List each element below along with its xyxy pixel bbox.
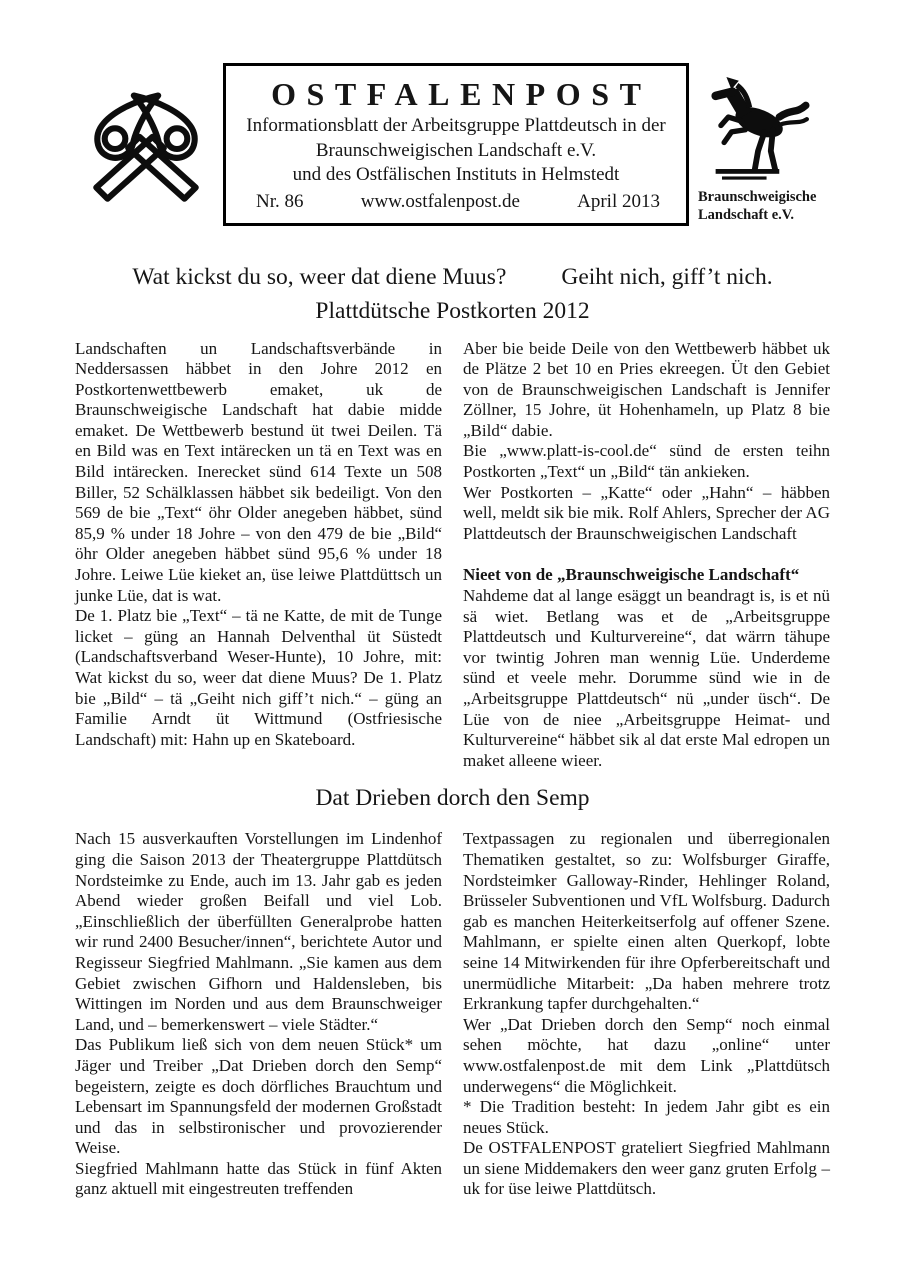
article1-headline-left: Wat kickst du so, weer dat diene Muus? xyxy=(132,263,507,290)
paragraph: * Die Tradition besteht: In jedem Jahr gibt es ein neues Stück. xyxy=(463,1097,830,1137)
issue-number: Nr. 86 xyxy=(256,190,304,212)
horse-caption-line-2: Landschaft e.V. xyxy=(698,207,795,223)
paragraph: Bie „www.platt-is-cool.de“ sünd de ersten teihn Postkorten „Text“ un „Bild“ tän ankieken. xyxy=(463,441,830,482)
article-postkorten xyxy=(75,263,830,772)
horse-logo-caption xyxy=(698,188,830,224)
website-url: www.ostfalenpost.de xyxy=(360,190,520,212)
issue-row xyxy=(226,188,686,213)
subtitle-line-1: Informationsblatt der Arbeitsgruppe Plattdeutsch in der xyxy=(246,115,666,136)
article1-right-column xyxy=(463,339,830,772)
paragraph: Textpassagen zu regionalen und überregionalen Thematiken gestaltet, so zu: Wolfsburger Giraffe, Nordsteimker Galloway-Rinder, Hehlinger Roland, Brüsseler Subventionen und VfL Wolfsburg. Dadurch gab es manchen Heiterkeitserfolg auf offener Szene. Mahlmann, er spielte einen alten Querkopf, lobte seine 14 Mitwirkenden für ihre Opferbereitschaft und unermüdliche Mitarbeit: „Da haben mehrere trotz Erkrankung tapfer durchgehalten.“ xyxy=(463,829,830,1014)
paragraph: Wer „Dat Drieben dorch den Semp“ noch einmal sehen möchte, hat dazu „online“ unter www.ostfalenpost.de mit dem Link „Plattdütsch underwegens“ die Möglichkeit. xyxy=(463,1014,830,1096)
newsletter-title: OSTFALENPOST xyxy=(271,76,652,112)
paragraph: Nahdeme dat al lange esäggt un beandragt is, is et nü sä wiet. Betlang was et de „Arbeitsgruppe Plattdeutsch und Kulturvereine“, dat wärrn tähupe vor twintig Johren man wennig Lüe. Underdeme sünd et veele mehr. Dorumme sünd wie in de „Arbeitsgruppe Plattdeutsch“ nü „under üsch“. De Lüe von de niee „Arbeitsgruppe Heimat- und Kulturvereine“ häbbet sik al dat erste Mal edropen un maket alleene wieer. xyxy=(463,586,830,770)
paragraph: Nach 15 ausverkauften Vorstellungen im Lindenhof ging die Saison 2013 der Theatergruppe Plattdütsch Nordsteimke zu Ende, auch im 13. Jahr gab es jeden Abend wieder großen Beifall und viel Lob. „Einschließlich der überfüllten Generalprobe hatten wir rund 2400 Besucher/innen“, berichtete Autor und Regisseur Siegfried Mahlmann. „Sie kamen aus dem Gebiet zwischen Gifhorn und Haldensleben, bis Wittingen im Norden und aus dem Braunschweiger Land, und – bemerkenswert – viele Städter.“ xyxy=(75,829,442,1034)
crossed-flails-icon xyxy=(75,88,217,210)
issue-date: April 2013 xyxy=(577,190,660,212)
article-theater xyxy=(75,784,830,1200)
paragraph: Landschaften un Landschaftsverbände in Neddersassen häbbet in den Johre 2012 en Postkortenwettbewerb emaket, uk de Braunschweigische Landschaft hat dabie midde emaket. De Wettbewerb bestund üt twei Deilen. Tä en Bild was en Text intärecken un tä en Text was en Bild intärecken. Inerecket sünd 614 Texte un 508 Biller, 52 Schälklassen häbbet sik bedeiligt. Von den 569 de bie „Text“ öhr Older anegeben häbbet, sünd 85,9 % under 18 Johre – von den 479 de bie „Bild“ öhr Older anegeben häbbet sünd 95,6 % under 18 Johre. Leiwe Lüe kieket an, üse leiwe Plattdüttsch un junke Lüe, dat is wat. xyxy=(75,338,442,605)
paragraph: Aber bie beide Deile von den Wettbewerb häbbet uk de Plätze 2 bet 10 en Pries ekreegen. Üt den Gebiet von de Braunschweigischen Landschaft is Jennifer Zöllner, 15 Johre, üt Hohenhameln, up Platz 8 bie „Bild“ dabie. xyxy=(463,338,830,440)
article1-headline-right: Geiht nich, giff’t nich. xyxy=(561,263,773,290)
paragraph: De OSTFALENPOST grateliert Siegfried Mahlmann un siene Middemakers den weer ganz gruten Erfolg – uk for üse leiwe Plattdütsch. xyxy=(463,1138,830,1199)
ostfalen-logo xyxy=(75,50,217,210)
rearing-horse-icon xyxy=(698,64,830,186)
subtitle-line-2: Braunschweigischen Landschaft e.V. xyxy=(315,139,597,161)
article1-headline-line2: Plattdütsche Postkorten 2012 xyxy=(315,297,590,324)
paragraph: Wer Postkorten – „Katte“ oder „Hahn“ – häbben well, meldt sik bie mik. Rolf Ahlers, Sprecher der AG Plattdeutsch der Braunschweigischen Landschaft xyxy=(463,482,830,543)
braunschweigische-landschaft-logo xyxy=(698,50,830,224)
article2-columns xyxy=(75,829,830,1200)
masthead-box xyxy=(223,63,689,226)
horse-caption-line-1: Braunschweigische xyxy=(698,189,817,205)
article2-headline: Dat Drieben dorch den Semp xyxy=(315,785,590,812)
article1-columns xyxy=(75,339,830,772)
article2-right-column xyxy=(463,829,830,1200)
article2-left-column xyxy=(75,829,442,1200)
paragraph: De 1. Platz bie „Text“ – tä ne Katte, de mit de Tunge licket – güng an Hannah Delventhal üt Süstedt (Landschaftsverband Weser-Hunte), 10 Johre, mit: Wat kickst du so, weer dat diene Muus? De 1. Platz bie „Bild“ – tä „Geiht nich giff’t nich.“ – güng an Familie Arndt üt Wittmund (Ostfriesische Landschaft) mit: Hahn up en Skateboard. xyxy=(75,606,442,749)
article1-left-column xyxy=(75,339,442,772)
masthead xyxy=(75,50,830,226)
article1-subheading: Nieet von de „Braunschweigische Landschaft“ xyxy=(463,565,800,585)
paragraph: Das Publikum ließ sich von dem neuen Stück* um Jäger und Treiber „Dat Drieben dorch den Semp“ begeistern, zeigte es doch dörfliches Brauchtum und Lebensart im Spannungsfeld der modernen Großstadt und das in selbstironischer und provozierender Weise. xyxy=(75,1035,442,1158)
article1-headline xyxy=(75,263,830,292)
subtitle-line-3: und des Ostfälischen Instituts in Helmstedt xyxy=(292,164,620,185)
paragraph: Siegfried Mahlmann hatte das Stück in fünf Akten ganz aktuell mit eingestreuten treffenden xyxy=(75,1158,442,1199)
